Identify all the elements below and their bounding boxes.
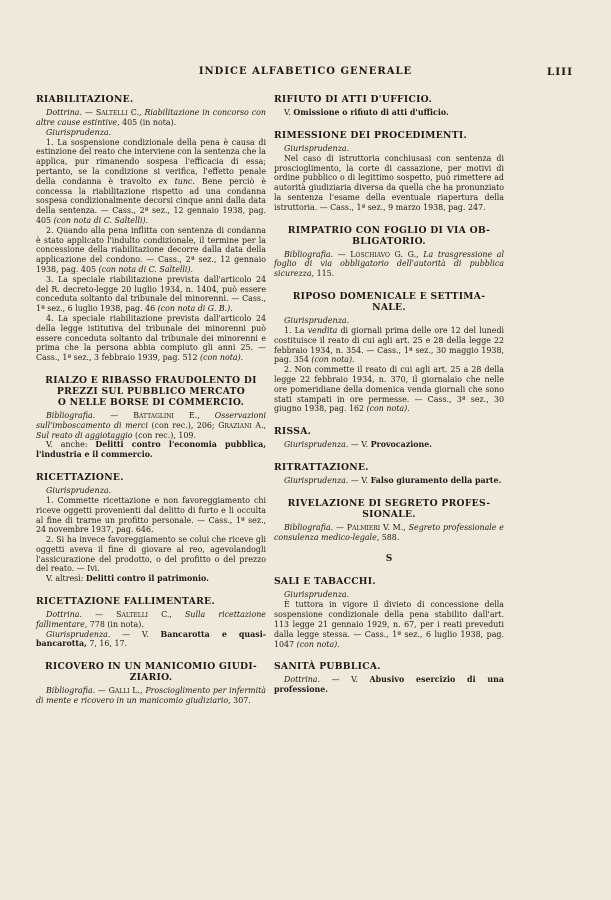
see-also-label: V. altresì: [46, 574, 84, 584]
entry-riabilitazione [36, 94, 266, 363]
entry-heading [274, 291, 504, 313]
entry-heading: RISSA. [274, 426, 312, 438]
note-ref: (con nota). [366, 404, 410, 414]
note-ref: (con nota di C. Saltelli). [53, 215, 149, 225]
section-label: Giurisprudenza. [284, 440, 349, 450]
entry-sali [274, 576, 504, 649]
author: Galli L., [108, 686, 143, 696]
entry-ricettazione [36, 472, 266, 584]
paragraph-text: 1. La [284, 325, 305, 335]
entry-heading: SANITÀ PUBBLICA. [274, 661, 381, 673]
section-label: Giurisprudenza. [284, 590, 350, 600]
section-label: Giurisprudenza. [46, 629, 111, 639]
see-also-label: V. anche: [46, 440, 88, 450]
entry-rimessione [274, 130, 504, 213]
entry-heading: RIABILITAZIONE. [36, 94, 134, 105]
entry-ricettazione-fallimentare [36, 596, 266, 649]
cross-reference: Abusivo esercizio di una professione. [274, 675, 504, 695]
entry-rivelazione [274, 498, 504, 543]
note-ref: (con nota). [311, 355, 355, 365]
section-label: Bibliografia. [284, 522, 334, 532]
paragraph-text: 3. La speciale riabilitazione prevista dall'articolo 24 del R. decreto-legge 20 luglio 1934, n. 1404, può essere conceduta soltanto dal tribunale del minorenni. — Cass., 1ª sez., 6 luglio 1938, pag. 46 [36, 274, 266, 314]
work-title: Proscioglimento per infermità di mente e ricovero in un manicomio giudiziario, [36, 686, 266, 706]
entry-rissa [274, 426, 504, 450]
section-label: Giurisprudenza. [284, 475, 349, 485]
paragraph-text: 2. Quando alla pena inflitta con sentenza di condanna è stato applicato l'indulto condizionale, il termine per la concessione della riabilitazione decorre dalla data della applicazione del condono. — Cass., 2ª sez., 12 gennaio 1938, pag. 405 [36, 225, 266, 274]
page-ref: 7, 16, 17. [89, 639, 128, 649]
see-label: — V. [350, 440, 369, 450]
entry-ritrattazione [274, 462, 504, 486]
latin-phrase: ex tunc. [158, 176, 195, 186]
entry-heading: RIMESSIONE DEI PROCEDIMENTI. [274, 129, 467, 141]
entry-ricovero [36, 661, 266, 706]
giurisprudenza-line [36, 630, 266, 650]
entry-heading: RICETTAZIONE. [36, 471, 124, 483]
heading-line: NALE. [372, 301, 406, 313]
paragraph-text: 2. Non commette il reato di cui agli art. 25 a 28 della legge 22 febbraio 1934, n. 370, il giornalaio che nelle ore pomeridiane della domenica venda giornali che sono stati stampati in ore permesse. — Cass., 3ª sez., 30 giugno 1938, pag. 162 [274, 365, 504, 414]
cross-reference: Omissione o rifiuto di atti d'ufficio. [293, 108, 449, 117]
section-label: Giurisprudenza. [284, 143, 350, 153]
page-ref: (con rec.), 109. [135, 430, 196, 440]
work-title: Segreto professionale e consulenza medico-legale, [274, 522, 504, 542]
heading-line: RIVELAZIONE DI SEGRETO PROFES- [287, 497, 491, 509]
heading-line: PREZZI SUL PUBBLICO MERCATO [56, 385, 246, 397]
note-ref: (con nota). [296, 639, 340, 649]
see-label: — V. [350, 475, 369, 485]
heading-line: RIMPATRIO CON FOGLIO DI VIA OB- [287, 224, 491, 236]
paragraph [36, 314, 266, 363]
cross-reference: Delitti contro il patrimonio. [85, 574, 209, 584]
right-column [274, 94, 504, 707]
entry-heading: RIFIUTO DI ATTI D'UFFICIO. [274, 94, 432, 105]
cross-reference: Provocazione. [370, 440, 432, 450]
paragraph [274, 365, 504, 414]
note-ref: (con nota di C. Saltelli). [98, 264, 194, 274]
page-ref: 405 (in nota). [122, 117, 177, 127]
page-ref: 307. [233, 696, 251, 706]
giurisprudenza-line [274, 440, 504, 450]
page-ref: 588. [381, 532, 400, 542]
author: Saltelli C., [95, 108, 142, 117]
paragraph [274, 600, 504, 649]
dottrina-line [274, 675, 504, 695]
paragraph-text: 4. La speciale riabilitazione prevista dall'articolo 24 della legge istitutiva del tribunale dei minorenni può essere conceduta soltanto dal tribunale dei minorenni e prima che la persona abbia compiuto gli anni 25. — Cass., 1ª sez., 3 febbraio 1939, pag. 512 [36, 313, 266, 363]
note-ref: (con nota). [200, 353, 244, 363]
heading-line: RIALZO E RIBASSO FRAUDOLENTO DI [45, 374, 257, 386]
heading-line: RIPOSO DOMENICALE E SETTIMA- [292, 290, 486, 302]
bibliografia-line: Bibliografia. — Galli L., Proscioglimento per infermità di mente e ricovero in un manicomio giudiziario, 307. [36, 686, 266, 706]
author: Graziani A., [218, 420, 266, 430]
section-letter: S [385, 554, 393, 565]
work-title: Riabilitazione in concorso con altre cause estintive, [36, 108, 266, 127]
giurisprudenza-line [274, 476, 504, 486]
paragraph [36, 275, 266, 314]
entry-heading [36, 661, 266, 683]
section-label: Bibliografia. [284, 249, 334, 259]
dottrina-line: Dottrina. — Saltelli C., Riabilitazione in concorso con altre cause estintive, 405 (in nota). [36, 108, 266, 127]
author: Battaglini E., [133, 410, 200, 420]
see-also-line [36, 574, 266, 584]
see-also-line [36, 440, 266, 460]
author: Loschiavo G. G., [350, 249, 419, 259]
paragraph-text: di giornali prima delle ore 12 del lunedì costituisce il reato di cui agli art. 25 e 28 della legge 22 febbraio 1934, n. 354. — Cass., 1ª sez., 30 maggio 1938, pag. 354 [274, 325, 505, 365]
author: Palmieri V. M., [346, 522, 406, 532]
running-head: INDICE ALFABETICO GENERALE [198, 66, 413, 77]
entry-heading: RICETTAZIONE FALLIMENTARE. [36, 596, 215, 608]
work-title: La trasgressione al foglio di via obbligatorio dell'autorità di pubblica sicurezza, [274, 249, 504, 279]
entry-heading: SALI E TABACCHI. [274, 576, 376, 588]
entry-heading: RITRATTAZIONE. [274, 461, 369, 473]
heading-line: ZIARIO. [129, 672, 173, 684]
entry-heading [274, 225, 504, 247]
entry-riposo [274, 291, 504, 414]
section-label: Giurisprudenza. [46, 127, 112, 137]
cross-reference: Delitti contro l'economia pubblica, l'industria e il commercio. [36, 440, 266, 460]
page-ref: 115. [316, 269, 335, 279]
section-label: Bibliografia. [46, 410, 96, 420]
entry-sanita [274, 661, 504, 695]
paragraph [274, 326, 504, 365]
cross-reference: Bancarotta e quasi-bancarotta, [36, 629, 266, 649]
author: Saltelli C., [116, 610, 172, 620]
bibliografia-line: Bibliografia. — Palmieri V. M., Segreto professionale e consulenza medico-legale, 588. [274, 522, 504, 542]
note-ref: (con nota di G. B.). [157, 304, 233, 314]
work-title: Sul reato di aggiotaggio [36, 430, 133, 440]
section-label: Dottrina. [284, 675, 321, 685]
page-ref: (con rec.), 206; [151, 420, 215, 430]
entry-heading [274, 498, 504, 520]
entry-heading [36, 375, 266, 408]
paragraph-text: Bene perciò è concessa la riabilitazione rispetto ad una condanna sospesa condizionalmente decorsi cinque anni dalla data della sentenza. — Cass., 2ª sez., 12 gennaio 1938, pag. 405 [36, 176, 267, 225]
see-label: — V. [331, 675, 358, 685]
paragraph [36, 226, 266, 275]
heading-line: O NELLE BORSE DI COMMERCIO. [57, 396, 245, 408]
dottrina-line: Dottrina. — Saltelli C., Sulla ricettazione fallimentare, 778 (in nota). [36, 610, 266, 629]
heading-line: SIONALE. [362, 508, 416, 520]
heading-line: BLIGATORIO. [352, 235, 426, 247]
work-title: Osservazioni sull'imboscamento di merci [36, 410, 266, 430]
bibliografia-line: Bibliografia. — Battaglini E., Osservazioni sull'imboscamento di merci (con rec.), 206; Graziani A., Sul reato di aggiotaggio (con rec.), 109. [36, 410, 266, 440]
paragraph: 2. Si ha invece favoreggiamento se colui che riceve gli oggetti aveva il fine di giovare al reo, agevolandogli l'assicurazione del prodotto, o del profitto o del prezzo del reato. — Ivi. [36, 535, 266, 574]
heading-line: RICOVERO IN UN MANICOMIO GIUDI- [44, 661, 258, 673]
cross-reference: Falso giuramento della parte. [370, 475, 502, 485]
page-ref: 778 (in nota). [89, 619, 144, 629]
section-label: Bibliografia. [46, 686, 96, 696]
section-label: Giurisprudenza. [284, 315, 350, 325]
see-label: — V. [122, 629, 149, 639]
bibliografia-line: Bibliografia. — Loschiavo G. G., La trasgressione al foglio di via obbligatorio dell'autorità di pubblica sicurezza, 115. [274, 249, 504, 279]
section-label: Dottrina. [46, 108, 83, 117]
paragraph: 1. Commette ricettazione e non favoreggiamento chi riceve oggetti provenienti dal delitto di furto e li occulta al fine di trarne un profitto personale. — Cass., 1ª sez., 24 novembre 1937, pag. 646. [36, 495, 266, 535]
entry-rialzo [36, 375, 266, 460]
see-label: V. [284, 108, 291, 117]
paragraph-text: È tuttora in vigore il divieto di concessione della sospensione condizionale della pena stabilito dall'art. 113 legge 21 gennaio 1929, n. 67, per i reati preveduti dalla legge stessa. — Cass., 1ª sez., 6 luglio 1938, pag. 1047 [274, 600, 504, 649]
page-number: LIII [546, 66, 573, 78]
left-column [36, 94, 266, 718]
section-label: Giurisprudenza. [46, 485, 112, 495]
paragraph [36, 138, 266, 226]
see-line [274, 108, 504, 118]
entry-rifiuto [274, 94, 504, 118]
paragraph: Nel caso di istruttoria conchiusasi con sentenza di proscioglimento, la corte di cassazione, per motivi di ordine pubblico o di legittimo sospetto, può rimettere ad autorità giudiziaria diversa da quella che ha pronunziato la sentenza l'esame della eventuale riapertura della istruttoria. — Cass., 1ª sez., 9 marzo 1938, pag. 247. [274, 153, 504, 212]
emphasis: vendita [307, 325, 338, 335]
section-label: Dottrina. [46, 610, 83, 620]
entry-rimpatrio [274, 225, 504, 279]
work-title: Sulla ricettazione fallimentare, [36, 610, 266, 629]
paragraph-text: 1. La sospensione condizionale della pena è causa di estinzione del reato che interviene con la sentenza che la applica, pur rimanendo sospesa l'efficacia di essa; pertanto, se la condizione si verifica, l'effetto penale della condanna è travolto [36, 137, 266, 186]
